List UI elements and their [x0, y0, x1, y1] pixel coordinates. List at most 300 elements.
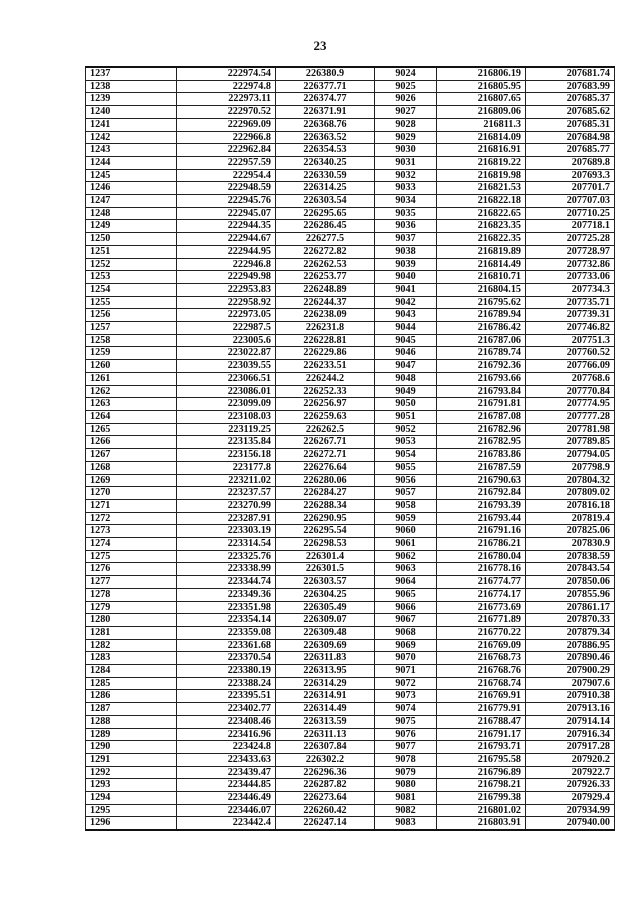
y-coordinate-left-cell: 226304.25	[276, 588, 375, 601]
x-coordinate-left-cell: 222944.95	[177, 245, 276, 258]
point-number-left-cell: 1292	[86, 766, 177, 779]
y-coordinate-right-cell: 207913.16	[526, 703, 615, 716]
y-coordinate-right-cell: 207816.18	[526, 499, 615, 512]
x-coordinate-right-cell: 216786.42	[437, 322, 526, 335]
x-coordinate-right-cell: 216792.84	[437, 487, 526, 500]
x-coordinate-left-cell: 222958.92	[177, 296, 276, 309]
point-number-left-cell: 1289	[86, 728, 177, 741]
coordinate-table	[85, 66, 615, 831]
y-coordinate-left-cell: 226314.49	[276, 703, 375, 716]
coordinate-table-body	[86, 67, 615, 830]
y-coordinate-left-cell: 226252.33	[276, 385, 375, 398]
y-coordinate-right-cell: 207693.3	[526, 169, 615, 182]
table-row	[86, 652, 615, 665]
x-coordinate-right-cell: 216787.59	[437, 461, 526, 474]
point-number-left-cell: 1247	[86, 195, 177, 208]
table-row	[86, 779, 615, 792]
y-coordinate-left-cell: 226340.25	[276, 156, 375, 169]
point-number-right-cell: 9062	[375, 550, 437, 563]
x-coordinate-right-cell: 216793.39	[437, 499, 526, 512]
point-number-left-cell: 1258	[86, 334, 177, 347]
table-row	[86, 385, 615, 398]
table-row	[86, 538, 615, 551]
point-number-right-cell: 9044	[375, 322, 437, 335]
table-row	[86, 474, 615, 487]
point-number-right-cell: 9051	[375, 410, 437, 423]
y-coordinate-right-cell: 207843.54	[526, 563, 615, 576]
y-coordinate-right-cell: 207825.06	[526, 525, 615, 538]
table-row	[86, 410, 615, 423]
y-coordinate-right-cell: 207766.09	[526, 360, 615, 373]
point-number-left-cell: 1238	[86, 80, 177, 93]
table-row	[86, 766, 615, 779]
table-row	[86, 499, 615, 512]
table-row	[86, 576, 615, 589]
y-coordinate-left-cell: 226302.2	[276, 753, 375, 766]
y-coordinate-left-cell: 226313.95	[276, 665, 375, 678]
point-number-left-cell: 1245	[86, 169, 177, 182]
point-number-left-cell: 1246	[86, 182, 177, 195]
point-number-right-cell: 9077	[375, 741, 437, 754]
point-number-left-cell: 1286	[86, 690, 177, 703]
point-number-left-cell: 1275	[86, 550, 177, 563]
point-number-right-cell: 9081	[375, 792, 437, 805]
y-coordinate-left-cell: 226380.9	[276, 67, 375, 80]
x-coordinate-right-cell: 216803.91	[437, 817, 526, 830]
x-coordinate-left-cell: 222944.35	[177, 220, 276, 233]
y-coordinate-left-cell: 226231.8	[276, 322, 375, 335]
x-coordinate-left-cell: 223402.77	[177, 703, 276, 716]
table-row	[86, 436, 615, 449]
point-number-right-cell: 9043	[375, 309, 437, 322]
x-coordinate-right-cell: 216789.74	[437, 347, 526, 360]
x-coordinate-left-cell: 223086.01	[177, 385, 276, 398]
point-number-left-cell: 1280	[86, 614, 177, 627]
x-coordinate-left-cell: 223066.51	[177, 372, 276, 385]
point-number-left-cell: 1293	[86, 779, 177, 792]
point-number-right-cell: 9027	[375, 106, 437, 119]
x-coordinate-left-cell: 222987.5	[177, 322, 276, 335]
x-coordinate-right-cell: 216821.53	[437, 182, 526, 195]
y-coordinate-left-cell: 226287.82	[276, 779, 375, 792]
table-row	[86, 322, 615, 335]
table-row	[86, 398, 615, 411]
y-coordinate-right-cell: 207728.97	[526, 245, 615, 258]
point-number-right-cell: 9037	[375, 233, 437, 246]
y-coordinate-left-cell: 226256.97	[276, 398, 375, 411]
y-coordinate-right-cell: 207910.38	[526, 690, 615, 703]
x-coordinate-left-cell: 223380.19	[177, 665, 276, 678]
table-row	[86, 626, 615, 639]
y-coordinate-right-cell: 207781.98	[526, 423, 615, 436]
point-number-left-cell: 1279	[86, 601, 177, 614]
table-row	[86, 258, 615, 271]
x-coordinate-right-cell: 216790.63	[437, 474, 526, 487]
y-coordinate-right-cell: 207850.06	[526, 576, 615, 589]
point-number-right-cell: 9059	[375, 512, 437, 525]
table-row	[86, 550, 615, 563]
table-row	[86, 792, 615, 805]
y-coordinate-left-cell: 226363.52	[276, 131, 375, 144]
table-row	[86, 207, 615, 220]
table-row	[86, 347, 615, 360]
y-coordinate-right-cell: 207917.28	[526, 741, 615, 754]
table-row	[86, 106, 615, 119]
x-coordinate-right-cell: 216774.77	[437, 576, 526, 589]
table-row	[86, 525, 615, 538]
point-number-left-cell: 1295	[86, 804, 177, 817]
x-coordinate-left-cell: 223359.08	[177, 626, 276, 639]
table-row	[86, 614, 615, 627]
table-row	[86, 588, 615, 601]
y-coordinate-right-cell: 207770.84	[526, 385, 615, 398]
table-row	[86, 169, 615, 182]
point-number-right-cell: 9070	[375, 652, 437, 665]
point-number-right-cell: 9054	[375, 449, 437, 462]
x-coordinate-left-cell: 223156.18	[177, 449, 276, 462]
table-row	[86, 563, 615, 576]
point-number-left-cell: 1296	[86, 817, 177, 830]
x-coordinate-left-cell: 223287.91	[177, 512, 276, 525]
y-coordinate-left-cell: 226229.86	[276, 347, 375, 360]
table-row	[86, 360, 615, 373]
point-number-right-cell: 9063	[375, 563, 437, 576]
x-coordinate-right-cell: 216798.21	[437, 779, 526, 792]
y-coordinate-right-cell: 207794.05	[526, 449, 615, 462]
table-row	[86, 271, 615, 284]
point-number-right-cell: 9078	[375, 753, 437, 766]
table-row	[86, 156, 615, 169]
y-coordinate-left-cell: 226260.42	[276, 804, 375, 817]
point-number-right-cell: 9073	[375, 690, 437, 703]
y-coordinate-left-cell: 226314.91	[276, 690, 375, 703]
table-row	[86, 283, 615, 296]
y-coordinate-left-cell: 226301.5	[276, 563, 375, 576]
x-coordinate-right-cell: 216811.3	[437, 118, 526, 131]
x-coordinate-left-cell: 223444.85	[177, 779, 276, 792]
point-number-right-cell: 9034	[375, 195, 437, 208]
y-coordinate-right-cell: 207685.37	[526, 93, 615, 106]
x-coordinate-left-cell: 223237.57	[177, 487, 276, 500]
y-coordinate-left-cell: 226280.06	[276, 474, 375, 487]
point-number-right-cell: 9028	[375, 118, 437, 131]
point-number-left-cell: 1241	[86, 118, 177, 131]
y-coordinate-right-cell: 207777.28	[526, 410, 615, 423]
point-number-right-cell: 9064	[375, 576, 437, 589]
point-number-left-cell: 1252	[86, 258, 177, 271]
y-coordinate-right-cell: 207804.32	[526, 474, 615, 487]
y-coordinate-left-cell: 226314.25	[276, 182, 375, 195]
table-row	[86, 80, 615, 93]
x-coordinate-left-cell: 223177.8	[177, 461, 276, 474]
point-number-left-cell: 1273	[86, 525, 177, 538]
point-number-right-cell: 9035	[375, 207, 437, 220]
x-coordinate-left-cell: 223439.47	[177, 766, 276, 779]
x-coordinate-right-cell: 216792.36	[437, 360, 526, 373]
point-number-right-cell: 9041	[375, 283, 437, 296]
table-row	[86, 703, 615, 716]
table-row	[86, 690, 615, 703]
y-coordinate-right-cell: 207746.82	[526, 322, 615, 335]
point-number-right-cell: 9049	[375, 385, 437, 398]
y-coordinate-left-cell: 226371.91	[276, 106, 375, 119]
x-coordinate-right-cell: 216774.17	[437, 588, 526, 601]
point-number-left-cell: 1239	[86, 93, 177, 106]
y-coordinate-right-cell: 207789.85	[526, 436, 615, 449]
x-coordinate-right-cell: 216787.08	[437, 410, 526, 423]
point-number-left-cell: 1237	[86, 67, 177, 80]
table-row	[86, 182, 615, 195]
table-row	[86, 804, 615, 817]
y-coordinate-right-cell: 207809.02	[526, 487, 615, 500]
y-coordinate-right-cell: 207890.46	[526, 652, 615, 665]
point-number-left-cell: 1290	[86, 741, 177, 754]
y-coordinate-left-cell: 226295.54	[276, 525, 375, 538]
y-coordinate-right-cell: 207940.00	[526, 817, 615, 830]
table-row	[86, 449, 615, 462]
y-coordinate-right-cell: 207855.96	[526, 588, 615, 601]
y-coordinate-right-cell: 207732.86	[526, 258, 615, 271]
point-number-right-cell: 9069	[375, 639, 437, 652]
point-number-left-cell: 1283	[86, 652, 177, 665]
point-number-left-cell: 1262	[86, 385, 177, 398]
y-coordinate-right-cell: 207819.4	[526, 512, 615, 525]
x-coordinate-left-cell: 223108.03	[177, 410, 276, 423]
y-coordinate-right-cell: 207926.33	[526, 779, 615, 792]
point-number-right-cell: 9053	[375, 436, 437, 449]
y-coordinate-right-cell: 207900.29	[526, 665, 615, 678]
point-number-right-cell: 9067	[375, 614, 437, 627]
y-coordinate-right-cell: 207879.34	[526, 626, 615, 639]
point-number-right-cell: 9082	[375, 804, 437, 817]
point-number-right-cell: 9040	[375, 271, 437, 284]
y-coordinate-right-cell: 207710.25	[526, 207, 615, 220]
point-number-right-cell: 9048	[375, 372, 437, 385]
point-number-right-cell: 9032	[375, 169, 437, 182]
y-coordinate-right-cell: 207922.7	[526, 766, 615, 779]
y-coordinate-right-cell: 207886.95	[526, 639, 615, 652]
point-number-right-cell: 9045	[375, 334, 437, 347]
x-coordinate-right-cell: 216793.44	[437, 512, 526, 525]
y-coordinate-right-cell: 207685.77	[526, 144, 615, 157]
x-coordinate-right-cell: 216793.66	[437, 372, 526, 385]
y-coordinate-right-cell: 207684.98	[526, 131, 615, 144]
y-coordinate-left-cell: 226253.77	[276, 271, 375, 284]
table-row	[86, 144, 615, 157]
y-coordinate-left-cell: 226295.65	[276, 207, 375, 220]
point-number-left-cell: 1254	[86, 283, 177, 296]
x-coordinate-right-cell: 216806.19	[437, 67, 526, 80]
y-coordinate-left-cell: 226377.71	[276, 80, 375, 93]
point-number-left-cell: 1243	[86, 144, 177, 157]
x-coordinate-left-cell: 222954.4	[177, 169, 276, 182]
x-coordinate-left-cell: 223416.96	[177, 728, 276, 741]
x-coordinate-right-cell: 216807.65	[437, 93, 526, 106]
x-coordinate-left-cell: 222946.8	[177, 258, 276, 271]
point-number-right-cell: 9031	[375, 156, 437, 169]
point-number-left-cell: 1255	[86, 296, 177, 309]
point-number-left-cell: 1294	[86, 792, 177, 805]
table-row	[86, 487, 615, 500]
x-coordinate-left-cell: 223338.99	[177, 563, 276, 576]
x-coordinate-left-cell: 223314.54	[177, 538, 276, 551]
point-number-right-cell: 9065	[375, 588, 437, 601]
x-coordinate-right-cell: 216779.91	[437, 703, 526, 716]
x-coordinate-left-cell: 223349.36	[177, 588, 276, 601]
point-number-left-cell: 1271	[86, 499, 177, 512]
x-coordinate-left-cell: 223442.4	[177, 817, 276, 830]
y-coordinate-left-cell: 226301.4	[276, 550, 375, 563]
y-coordinate-right-cell: 207685.62	[526, 106, 615, 119]
x-coordinate-left-cell: 223408.46	[177, 715, 276, 728]
point-number-left-cell: 1248	[86, 207, 177, 220]
x-coordinate-right-cell: 216773.69	[437, 601, 526, 614]
point-number-right-cell: 9029	[375, 131, 437, 144]
y-coordinate-left-cell: 226247.14	[276, 817, 375, 830]
x-coordinate-right-cell: 216768.74	[437, 677, 526, 690]
y-coordinate-left-cell: 226259.63	[276, 410, 375, 423]
x-coordinate-left-cell: 223351.98	[177, 601, 276, 614]
x-coordinate-left-cell: 223119.25	[177, 423, 276, 436]
x-coordinate-left-cell: 222949.98	[177, 271, 276, 284]
x-coordinate-left-cell: 223211.02	[177, 474, 276, 487]
point-number-left-cell: 1268	[86, 461, 177, 474]
x-coordinate-left-cell: 222945.07	[177, 207, 276, 220]
x-coordinate-left-cell: 222953.83	[177, 283, 276, 296]
point-number-left-cell: 1253	[86, 271, 177, 284]
y-coordinate-left-cell: 226248.89	[276, 283, 375, 296]
x-coordinate-right-cell: 216822.35	[437, 233, 526, 246]
y-coordinate-left-cell: 226314.29	[276, 677, 375, 690]
page-number: 23	[313, 38, 327, 53]
x-coordinate-right-cell: 216783.86	[437, 449, 526, 462]
table-row	[86, 728, 615, 741]
x-coordinate-left-cell: 223135.84	[177, 436, 276, 449]
point-number-left-cell: 1256	[86, 309, 177, 322]
x-coordinate-right-cell: 216791.16	[437, 525, 526, 538]
x-coordinate-left-cell: 223388.24	[177, 677, 276, 690]
y-coordinate-right-cell: 207683.99	[526, 80, 615, 93]
point-number-right-cell: 9039	[375, 258, 437, 271]
table-row	[86, 309, 615, 322]
x-coordinate-right-cell: 216778.16	[437, 563, 526, 576]
x-coordinate-right-cell: 216793.84	[437, 385, 526, 398]
point-number-right-cell: 9083	[375, 817, 437, 830]
y-coordinate-left-cell: 226290.95	[276, 512, 375, 525]
point-number-right-cell: 9046	[375, 347, 437, 360]
x-coordinate-right-cell: 216814.49	[437, 258, 526, 271]
x-coordinate-left-cell: 223446.49	[177, 792, 276, 805]
y-coordinate-right-cell: 207718.1	[526, 220, 615, 233]
table-row	[86, 195, 615, 208]
x-coordinate-right-cell: 216805.95	[437, 80, 526, 93]
y-coordinate-left-cell: 226276.64	[276, 461, 375, 474]
x-coordinate-right-cell: 216791.17	[437, 728, 526, 741]
y-coordinate-left-cell: 226262.5	[276, 423, 375, 436]
y-coordinate-left-cell: 226233.51	[276, 360, 375, 373]
x-coordinate-right-cell: 216823.35	[437, 220, 526, 233]
point-number-right-cell: 9080	[375, 779, 437, 792]
point-number-left-cell: 1250	[86, 233, 177, 246]
table-row	[86, 372, 615, 385]
x-coordinate-right-cell: 216788.47	[437, 715, 526, 728]
y-coordinate-right-cell: 207920.2	[526, 753, 615, 766]
table-row	[86, 512, 615, 525]
y-coordinate-right-cell: 207734.3	[526, 283, 615, 296]
x-coordinate-left-cell: 223303.19	[177, 525, 276, 538]
table-row	[86, 131, 615, 144]
point-number-right-cell: 9025	[375, 80, 437, 93]
y-coordinate-right-cell: 207798.9	[526, 461, 615, 474]
y-coordinate-right-cell: 207685.31	[526, 118, 615, 131]
point-number-left-cell: 1272	[86, 512, 177, 525]
point-number-right-cell: 9057	[375, 487, 437, 500]
table-row	[86, 601, 615, 614]
y-coordinate-right-cell: 207733.06	[526, 271, 615, 284]
y-coordinate-left-cell: 226309.48	[276, 626, 375, 639]
x-coordinate-left-cell: 223361.68	[177, 639, 276, 652]
x-coordinate-left-cell: 222957.59	[177, 156, 276, 169]
point-number-left-cell: 1260	[86, 360, 177, 373]
x-coordinate-right-cell: 216787.06	[437, 334, 526, 347]
x-coordinate-right-cell: 216782.95	[437, 436, 526, 449]
x-coordinate-left-cell: 223370.54	[177, 652, 276, 665]
x-coordinate-left-cell: 222973.05	[177, 309, 276, 322]
x-coordinate-left-cell: 222969.09	[177, 118, 276, 131]
x-coordinate-right-cell: 216816.91	[437, 144, 526, 157]
x-coordinate-left-cell: 222962.84	[177, 144, 276, 157]
x-coordinate-left-cell: 223039.55	[177, 360, 276, 373]
x-coordinate-right-cell: 216771.89	[437, 614, 526, 627]
x-coordinate-left-cell: 223022.87	[177, 347, 276, 360]
y-coordinate-left-cell: 226354.53	[276, 144, 375, 157]
y-coordinate-left-cell: 226296.36	[276, 766, 375, 779]
point-number-left-cell: 1259	[86, 347, 177, 360]
y-coordinate-left-cell: 226330.59	[276, 169, 375, 182]
point-number-right-cell: 9061	[375, 538, 437, 551]
y-coordinate-right-cell: 207768.6	[526, 372, 615, 385]
point-number-left-cell: 1261	[86, 372, 177, 385]
x-coordinate-right-cell: 216791.81	[437, 398, 526, 411]
point-number-right-cell: 9026	[375, 93, 437, 106]
x-coordinate-right-cell: 216782.96	[437, 423, 526, 436]
y-coordinate-left-cell: 226303.57	[276, 576, 375, 589]
point-number-right-cell: 9030	[375, 144, 437, 157]
point-number-right-cell: 9058	[375, 499, 437, 512]
point-number-left-cell: 1240	[86, 106, 177, 119]
y-coordinate-left-cell: 226272.82	[276, 245, 375, 258]
point-number-left-cell: 1291	[86, 753, 177, 766]
table-row	[86, 677, 615, 690]
y-coordinate-right-cell: 207916.34	[526, 728, 615, 741]
table-row	[86, 334, 615, 347]
table-row	[86, 753, 615, 766]
point-number-left-cell: 1263	[86, 398, 177, 411]
y-coordinate-right-cell: 207830.9	[526, 538, 615, 551]
point-number-left-cell: 1244	[86, 156, 177, 169]
point-number-right-cell: 9055	[375, 461, 437, 474]
y-coordinate-right-cell: 207739.31	[526, 309, 615, 322]
x-coordinate-right-cell: 216780.04	[437, 550, 526, 563]
x-coordinate-left-cell: 223005.6	[177, 334, 276, 347]
y-coordinate-left-cell: 226298.53	[276, 538, 375, 551]
x-coordinate-right-cell: 216819.89	[437, 245, 526, 258]
y-coordinate-right-cell: 207870.33	[526, 614, 615, 627]
x-coordinate-right-cell: 216789.94	[437, 309, 526, 322]
x-coordinate-right-cell: 216809.06	[437, 106, 526, 119]
x-coordinate-right-cell: 216769.09	[437, 639, 526, 652]
y-coordinate-right-cell: 207838.59	[526, 550, 615, 563]
